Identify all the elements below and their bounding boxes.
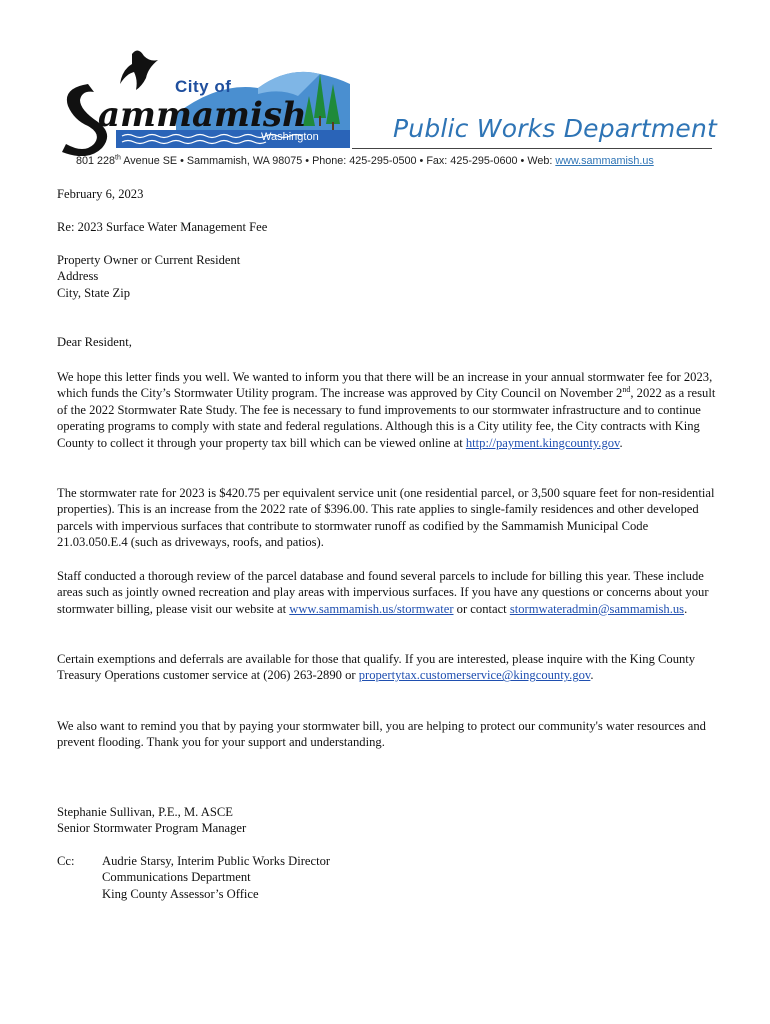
logo-eagle xyxy=(120,50,158,90)
cc-list xyxy=(102,853,330,902)
recipient-line: Address xyxy=(57,269,99,284)
website-link[interactable]: www.sammamish.us xyxy=(555,155,654,167)
header-rule xyxy=(352,148,712,149)
svg-text:ammamish: ammamish xyxy=(98,95,307,135)
letterhead xyxy=(0,0,770,175)
stormwater-link[interactable]: www.sammamish.us/stormwater xyxy=(289,601,454,616)
period: . xyxy=(590,668,594,683)
paragraph-3-text: Staff conducted a thorough review of the parcel database and found several parcels to include for billing this year. These include areas such as jointly owned recreation and play areas with impervious surfaces. If you have any questions or concerns about your stormwater billing, please visit our website at xyxy=(57,569,709,616)
paragraph-3-text-2: or contact xyxy=(453,601,510,616)
paragraph-2: The stormwater rate for 2023 is $420.75 per equivalent service unit (one residential parcel, or 3,500 square feet for non-residential properties). This is an increase from the 2022 rate of $396.00. This rate applies to single-family residences and other developed parcels with impervious surfaces that contribute to stormwater runoff as codified by the Sammamish Municipal Code 21.03.050.E.4 (such as driveways, roofs, and patios). xyxy=(57,486,715,550)
address-line xyxy=(76,155,654,167)
letter-subject: Re: 2023 Surface Water Management Fee xyxy=(57,220,268,234)
recipient-block xyxy=(57,252,717,301)
paragraph-4 xyxy=(57,651,717,684)
paragraph-1-text: We hope this letter finds you well. We wanted to inform you that there will be an increase in your annual stormwater fee for 2023, which funds the City’s Stormwater Utility program. The increase was approved by City Council on November 2 xyxy=(57,370,713,401)
salutation: Dear Resident, xyxy=(57,335,132,349)
cc-item: Communications Department xyxy=(102,870,251,885)
stormwater-email-link[interactable]: stormwateradmin@sammamish.us xyxy=(509,601,685,616)
department-title: Public Works Department xyxy=(393,114,717,143)
letter-date: February 6, 2023 xyxy=(57,187,144,201)
address-ordinal: th xyxy=(115,154,121,162)
cc-item: Audrie Starsy, Interim Public Works Director xyxy=(102,854,331,868)
cc-item: King County Assessor’s Office xyxy=(102,886,259,901)
signer-title: Senior Stormwater Program Manager xyxy=(57,821,247,836)
signer-name: Stephanie Sullivan, P.E., M. ASCE xyxy=(57,805,233,819)
period: . xyxy=(684,601,688,616)
cc-label: Cc: xyxy=(57,854,75,868)
paragraph-3 xyxy=(57,568,717,617)
paragraph-1-ordinal: nd xyxy=(622,385,631,395)
propertytax-email-link[interactable]: propertytax.customerservice@kingcounty.gov xyxy=(358,668,591,683)
paragraph-1 xyxy=(57,369,717,451)
signature-block xyxy=(57,804,717,837)
address-contact: Avenue SE • Sammamish, WA 98075 • Phone: 425-295-0500 • Fax: 425-295-0600 • Web: xyxy=(120,155,556,167)
paragraph-1-text-2: , 2022 as a result of the 2022 Stormwater Rate Study. The fee is necessary to fund improvements to our stormwater infrastructure and to continue operating programs to comply with state and federal regulations. Although this is a City utility fee, the City contracts with King County to collect it through your property tax bill which can be viewed online at xyxy=(57,386,716,450)
payment-link[interactable]: http://payment.kingcounty.gov xyxy=(465,435,620,450)
logo-city-of: City of xyxy=(175,77,232,96)
address-street: 801 228 xyxy=(76,155,116,167)
recipient-line: City, State Zip xyxy=(57,285,130,300)
period: . xyxy=(619,435,623,450)
paragraph-4-text: Certain exemptions and deferrals are available for those that qualify. If you are interested, please inquire with the King County Treasury Operations customer service at (206) 263-2890 or xyxy=(57,652,696,683)
logo-state: Washington xyxy=(261,131,319,143)
paragraph-5: We also want to remind you that by paying your stormwater bill, you are helping to protect our community's water resources and prevent flooding. Thank you for your support and understanding. xyxy=(57,719,706,750)
recipient-line: Property Owner or Current Resident xyxy=(57,253,241,267)
